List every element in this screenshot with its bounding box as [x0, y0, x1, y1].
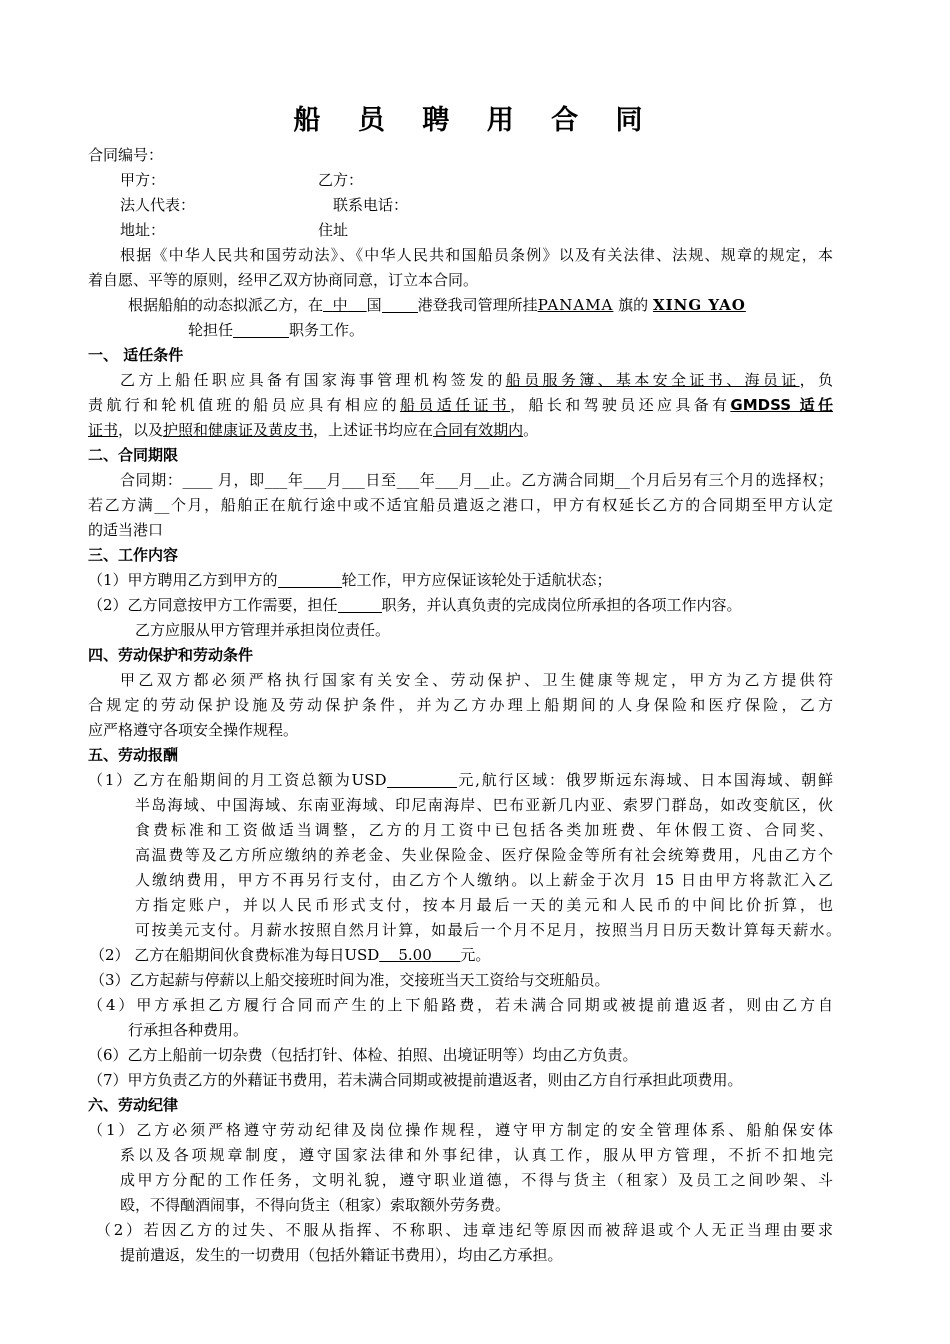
s2-line-1: 合同期：____ 月，即___年___月___日至___年___月__止。乙方满合同期__个月后另有三个月的选择权；	[120, 471, 833, 489]
s1-line-1: 乙方上船任职应具备有国家海事管理机构签发的船员服务簿、基本安全证书、海员证，负	[120, 371, 833, 389]
s5-item-1: （1）乙方在船期间的月工资总额为USD 元,航行区域：俄罗斯远东海域、日本国海域、朝鲜	[88, 771, 833, 789]
phone-label: 联系电话：	[333, 196, 409, 214]
page-title: 船 员 聘 用 合 同	[293, 105, 657, 136]
s6-item-2-line-2: 提前遣返，发生的一切费用（包括外籍证书费用），均由乙方承担。	[120, 1246, 563, 1264]
contract-number-label: 合同编号：	[88, 146, 164, 164]
section-1-heading: 一、 适任条件	[88, 346, 184, 364]
section-3-heading: 三、工作内容	[88, 546, 179, 564]
s5-item-7: （7）甲方负责乙方的外藉证书费用，若未满合同期或被提前遣返者，则由乙方自行承担此项费用。	[88, 1071, 743, 1089]
s5-item-1-line-5: 人缴纳费用，甲方不再另行支付，由乙方个人缴纳。以上薪金于次月 15 日由甲方将款汇入乙	[135, 871, 833, 889]
intro-line-1: 根据《中华人民共和国劳动法》、《中华人民共和国船员条例》以及有关法律、法规、规章的规定，本	[120, 246, 833, 264]
meal-allowance-value: 5.00	[398, 946, 432, 964]
s5-item-4: （4）甲方承担乙方履行合同而产生的上下船路费，若未满合同期或被提前遣返者，则由乙方自	[88, 996, 833, 1014]
s5-item-2: （2） 乙方在船期间伙食费标准为每日USD 5.00 元。	[90, 946, 491, 964]
s6-item-1-line-2: 系以及各项规章制度，遵守国家法律和外事纪律，认真工作，服从甲方管理，不折不扣地完	[120, 1146, 833, 1164]
s3-item-2-cont: 乙方应服从甲方管理并承担岗位责任。	[135, 621, 391, 639]
intro-line-2: 着自愿、平等的原则，经甲乙双方协商同意，订立本合同。	[88, 271, 479, 289]
s5-item-6: （6）乙方上船前一切杂费（包括打针、体检、拍照、出境证明等）均由乙方负责。	[88, 1046, 638, 1064]
s1-line-3: 证书，以及护照和健康证及黄皮书，上述证书均应在合同有效期内。	[88, 421, 539, 439]
s6-item-1-line-4: 殴，不得酗酒闹事，不得向货主（租家）索取额外劳务费。	[120, 1196, 511, 1214]
s3-item-2: （2）乙方同意按甲方工作需要，担任 职务，并认真负责的完成岗位所承担的各项工作内容。	[88, 596, 742, 614]
section-5-heading: 五、劳动报酬	[88, 746, 179, 764]
ship-flag: PANAMA	[537, 296, 614, 314]
section-4-heading: 四、劳动保护和劳动条件	[88, 646, 254, 664]
s5-item-3: （3）乙方起薪与停薪以上船交接班时间为准，交接班当天工资给与交班船员。	[90, 971, 610, 989]
s5-item-1-line-6: 方指定账户，并以人民币形式支付，按本月最后一天的美元和人民币的中间比价折算，也	[135, 896, 833, 914]
dispatch-line: 根据船舶的动态拟派乙方，在 中 国 港登我司管理所挂PANAMA 旗的 XING YAO	[128, 296, 746, 314]
s1-line-2: 责航行和轮机值班的船员应具有相应的船员适任证书，船长和驾驶员还应具备有GMDSS 适任	[88, 396, 833, 414]
ship-name: XING YAO	[652, 296, 746, 314]
s5-item-1-line-4: 高温费等及乙方所应缴纳的养老金、失业保险金、医疗保险金等所有社会统筹费用，凡由乙方个	[135, 846, 833, 864]
s5-item-4-cont: 行承担各种费用。	[128, 1021, 249, 1039]
s6-item-1: （1）乙方必须严格遵守劳动纪律及岗位操作规程，遵守甲方制定的安全管理体系、船舶保安体	[88, 1121, 833, 1139]
s4-line-1: 甲乙双方都必须严格执行国家有关安全、劳动保护、卫生健康等规定，甲方为乙方提供符	[120, 671, 833, 689]
s5-item-1-line-3: 食费标准和工资做适当调整，乙方的月工资中已包括各类加班费、年休假工资、合同奖、	[135, 821, 833, 839]
position-blank	[233, 321, 289, 338]
dispatch-text: 根据船舶的动态拟派乙方，在	[128, 296, 324, 314]
s2-line-2: 若乙方满__个月，船舶正在航行途中或不适宜船员遣返之港口，甲方有权延长乙方的合同期至甲方认定	[88, 496, 833, 514]
dispatch-line-2: 轮担任 职务工作。	[188, 321, 365, 339]
dispatch-country: 中	[332, 296, 348, 314]
s2-line-3: 的适当港口	[88, 521, 164, 539]
s5-item-1-line-7: 可按美元支付。月薪水按照自然月计算，如最后一个月不足月，按照当月日历天数计算每天薪水。	[135, 921, 841, 939]
section-2-heading: 二、合同期限	[88, 446, 179, 464]
s6-item-1-line-3: 成甲方分配的工作任务，文明礼貌，遵守职业道德，不得与货主（租家）及员工之间吵架、斗	[120, 1171, 833, 1189]
port-blank	[382, 296, 418, 313]
s5-item-1-line-2: 半岛海域、中国海域、东南亚海域、印尼南海岸、巴布亚新几内亚、索罗门群岛，如改变航区，伙	[135, 796, 833, 814]
residence-label: 住址	[318, 221, 349, 239]
party-a-label: 甲方：	[120, 171, 166, 189]
s4-line-2: 合规定的劳动保护设施及劳动保护条件，并为乙方办理上船期间的人身保险和医疗保险，乙方	[88, 696, 833, 714]
section-6-heading: 六、劳动纪律	[88, 1096, 179, 1114]
party-b-label: 乙方：	[318, 171, 364, 189]
s3-item-1: （1）甲方聘用乙方到甲方的 轮工作，甲方应保证该轮处于适航状态；	[88, 571, 612, 589]
s6-item-2: （2）若因乙方的过失、不服从指挥、不称职、违章违纪等原因而被辞退或个人无正当理由要求	[96, 1221, 833, 1239]
s4-line-3: 应严格遵守各项安全操作规程。	[88, 721, 299, 739]
legal-rep-label: 法人代表：	[120, 196, 196, 214]
address-label: 地址：	[120, 221, 166, 239]
